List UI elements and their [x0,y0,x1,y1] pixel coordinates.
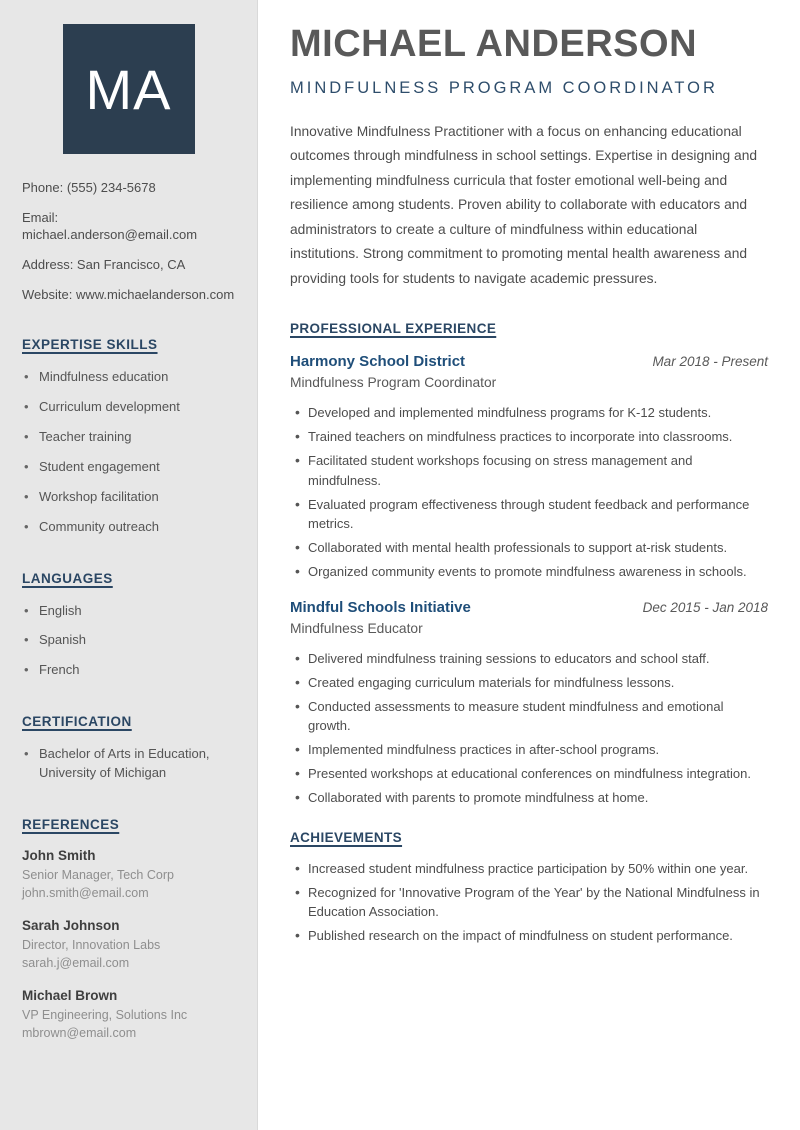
references-section [22,817,235,1042]
job-bullet-list [290,649,768,808]
job-bullet: • Developed and implemented mindfulness programs for K-12 students. [290,403,768,423]
person-job-title: MINDFULNESS PROGRAM COORDINATOR [290,78,718,97]
job-bullet-list [290,403,768,582]
reference-name: Michael Brown [22,987,118,1003]
achievement-bullet: • Recognized for 'Innovative Program of the Year' by the National Mindfulness in Education Association. [290,883,768,922]
reference-email: sarah.j@email.com [22,955,130,970]
job-bullet: • Collaborated with parents to promote mindfulness at home. [290,788,768,808]
main-content [259,0,800,1130]
sidebar [0,0,258,1130]
achievements-list [290,859,768,946]
languages-section [22,571,235,681]
reference-name: John Smith [22,847,96,863]
skill-item: • Curriculum development [22,398,235,417]
job-dates: Dec 2015 - Jan 2018 [642,599,768,615]
company-name: Harmony School District [290,353,466,371]
reference-role: Director, Innovation Labs [22,937,161,952]
references-section-title: REFERENCES [22,816,120,832]
job-bullet: • Conducted assessments to measure student mindfulness and emotional growth. [290,697,768,736]
job-bullet: • Organized community events to promote mindfulness awareness in schools. [290,562,768,582]
job-bullet: • Implemented mindfulness practices in after-school programs. [290,740,768,760]
reference-email: john.smith@email.com [22,885,149,900]
contact-email: Email: michael.anderson@email.com [22,209,198,242]
experience-section-title: PROFESSIONAL EXPERIENCE [290,321,497,337]
profile-summary: Innovative Mindfulness Practitioner with a focus on enhancing educational outcomes through mindfulness in school settings. Expertise in designing and implementing mindfulness curricula that foster emotional well-being and resilience among students. Proven ability to collaborate with educators and administrators to create a culture of mindfulness within educational institutions. Strong commitment to promoting mental health awareness and providing tools for students to navigate academic pressures. [290,123,758,286]
job-entry [290,353,768,582]
experience-section [290,321,768,808]
job-dates: Mar 2018 - Present [652,354,768,370]
skill-item: • Student engagement [22,458,235,477]
job-bullet: • Evaluated program effectiveness through student feedback and performance metrics. [290,495,768,534]
language-item: • French [22,661,235,680]
reference-person [22,918,235,972]
person-name: MICHAEL ANDERSON [290,23,698,65]
monogram-avatar: MA [63,24,195,154]
reference-role: Senior Manager, Tech Corp [22,867,174,882]
reference-email: mbrown@email.com [22,1025,137,1040]
certification-list [22,745,235,783]
achievement-bullet: • Published research on the impact of mindfulness on student performance. [290,926,768,946]
certification-section-title: CERTIFICATION [22,714,132,730]
certification-item: • Bachelor of Arts in Education, University of Michigan [22,745,235,783]
language-item: • Spanish [22,631,235,650]
skill-item: • Community outreach [22,518,235,537]
skills-section [22,337,235,536]
job-entry [290,599,768,808]
contact-website: Website: www.michaelanderson.com [22,286,235,302]
job-bullet: • Trained teachers on mindfulness practices to incorporate into classrooms. [290,427,768,447]
job-bullet: • Collaborated with mental health professionals to support at-risk students. [290,538,768,558]
reference-name: Sarah Johnson [22,917,120,933]
job-header [290,599,768,616]
languages-list [22,602,235,681]
skills-list [22,368,235,536]
reference-person [22,988,235,1042]
skill-item: • Teacher training [22,428,235,447]
reference-person [22,848,235,902]
language-item: • English [22,602,235,621]
languages-section-title: LANGUAGES [22,570,113,586]
skill-item: • Mindfulness education [22,368,235,387]
skill-item: • Workshop facilitation [22,488,235,507]
job-bullet: • Created engaging curriculum materials for mindfulness lessons. [290,673,768,693]
job-bullet: • Delivered mindfulness training sessions to educators and school staff. [290,649,768,669]
achievements-section [290,830,768,946]
contact-phone: Phone: (555) 234-5678 [22,180,156,195]
achievement-bullet: • Increased student mindfulness practice participation by 50% within one year. [290,859,768,879]
job-bullet: • Presented workshops at educational conferences on mindfulness integration. [290,764,768,784]
job-role: Mindfulness Program Coordinator [290,375,497,391]
contact-address: Address: San Francisco, CA [22,256,186,272]
company-name: Mindful Schools Initiative [290,598,471,616]
skills-section-title: EXPERTISE SKILLS [22,337,158,353]
contact-info [22,180,235,303]
job-role: Mindfulness Educator [290,620,423,636]
achievements-section-title: ACHIEVEMENTS [290,829,403,845]
job-bullet: • Facilitated student workshops focusing on stress management and mindfulness. [290,451,768,490]
job-header [290,353,768,370]
reference-role: VP Engineering, Solutions Inc [22,1007,188,1022]
certification-section [22,714,235,783]
